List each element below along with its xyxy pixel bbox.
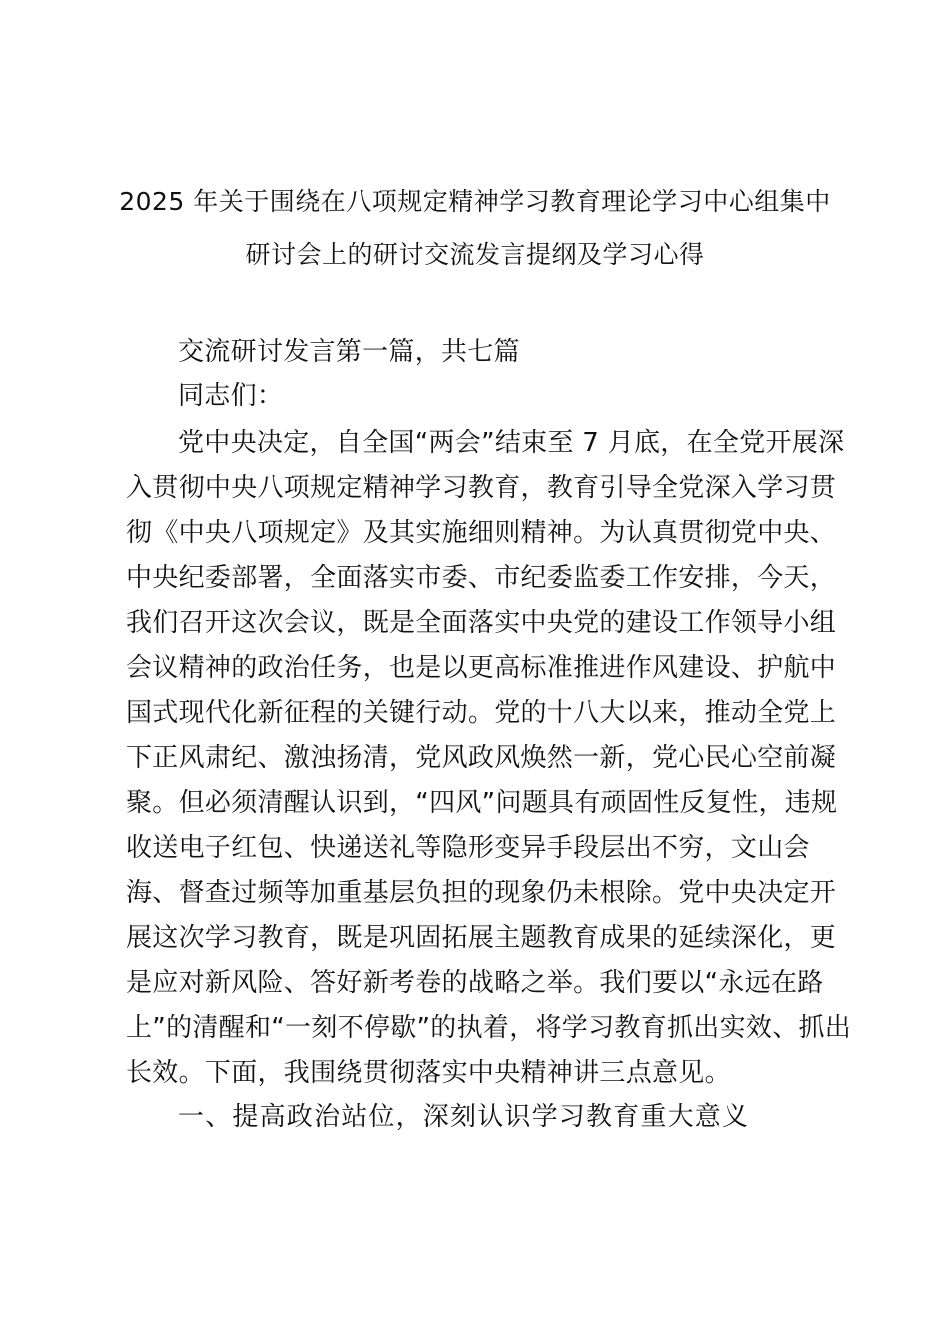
subtitle: 交流研讨发言第一篇，共七篇 xyxy=(178,337,520,367)
body-line: 会议精神的政治任务，也是以更高标准推进作风建设、护航中 xyxy=(126,653,837,683)
body-line: 长效。下面，我围绕贯彻落实中央精神讲三点意见。 xyxy=(126,1058,731,1088)
body-line: 入贯彻中央八项规定精神学习教育，教育引导全党深入学习贯 xyxy=(126,473,837,503)
body-line: 下正风肃纪、激浊扬清，党风政风焕然一新，党心民心空前凝 xyxy=(126,743,837,773)
body-line: 国式现代化新征程的关键行动。党的十八大以来，推动全党上 xyxy=(126,698,837,728)
body-line: 是应对新风险、答好新考卷的战略之举。我们要以“永远在路 xyxy=(126,968,824,998)
body-line: 党中央决定，自全国“两会”结束至 7 月底，在全党开展深 xyxy=(178,428,845,458)
section-heading: 一、提高政治站位，深刻认识学习教育重大意义 xyxy=(178,1102,750,1132)
salutation: 同志们： xyxy=(178,381,284,411)
document-title-line-1: 2025 年关于围绕在八项规定精神学习教育理论学习中心组集中 xyxy=(119,187,831,216)
body-line: 彻《中央八项规定》及其实施细则精神。为认真贯彻党中央、 xyxy=(126,518,837,548)
body-line: 收送电子红包、快递送礼等隐形变异手段层出不穷，文山会 xyxy=(126,833,810,863)
body-line: 海、督查过频等加重基层负担的现象仍未根除。党中央决定开 xyxy=(126,878,837,908)
document-title-line-2: 研讨会上的研讨交流发言提纲及学习心得 xyxy=(245,240,705,269)
body-line: 中央纪委部署，全面落实市委、市纪委监委工作安排，今天， xyxy=(126,563,837,593)
body-line: 聚。但必须清醒认识到，“四风”问题具有顽固性反复性，违规 xyxy=(126,788,838,818)
body-line: 上”的清醒和“一刻不停歇”的执着，将学习教育抓出实效、抓出 xyxy=(126,1013,852,1043)
body-line: 我们召开这次会议，既是全面落实中央党的建设工作领导小组 xyxy=(126,608,837,638)
body-line: 展这次学习教育，既是巩固拓展主题教育成果的延续深化，更 xyxy=(126,923,837,953)
